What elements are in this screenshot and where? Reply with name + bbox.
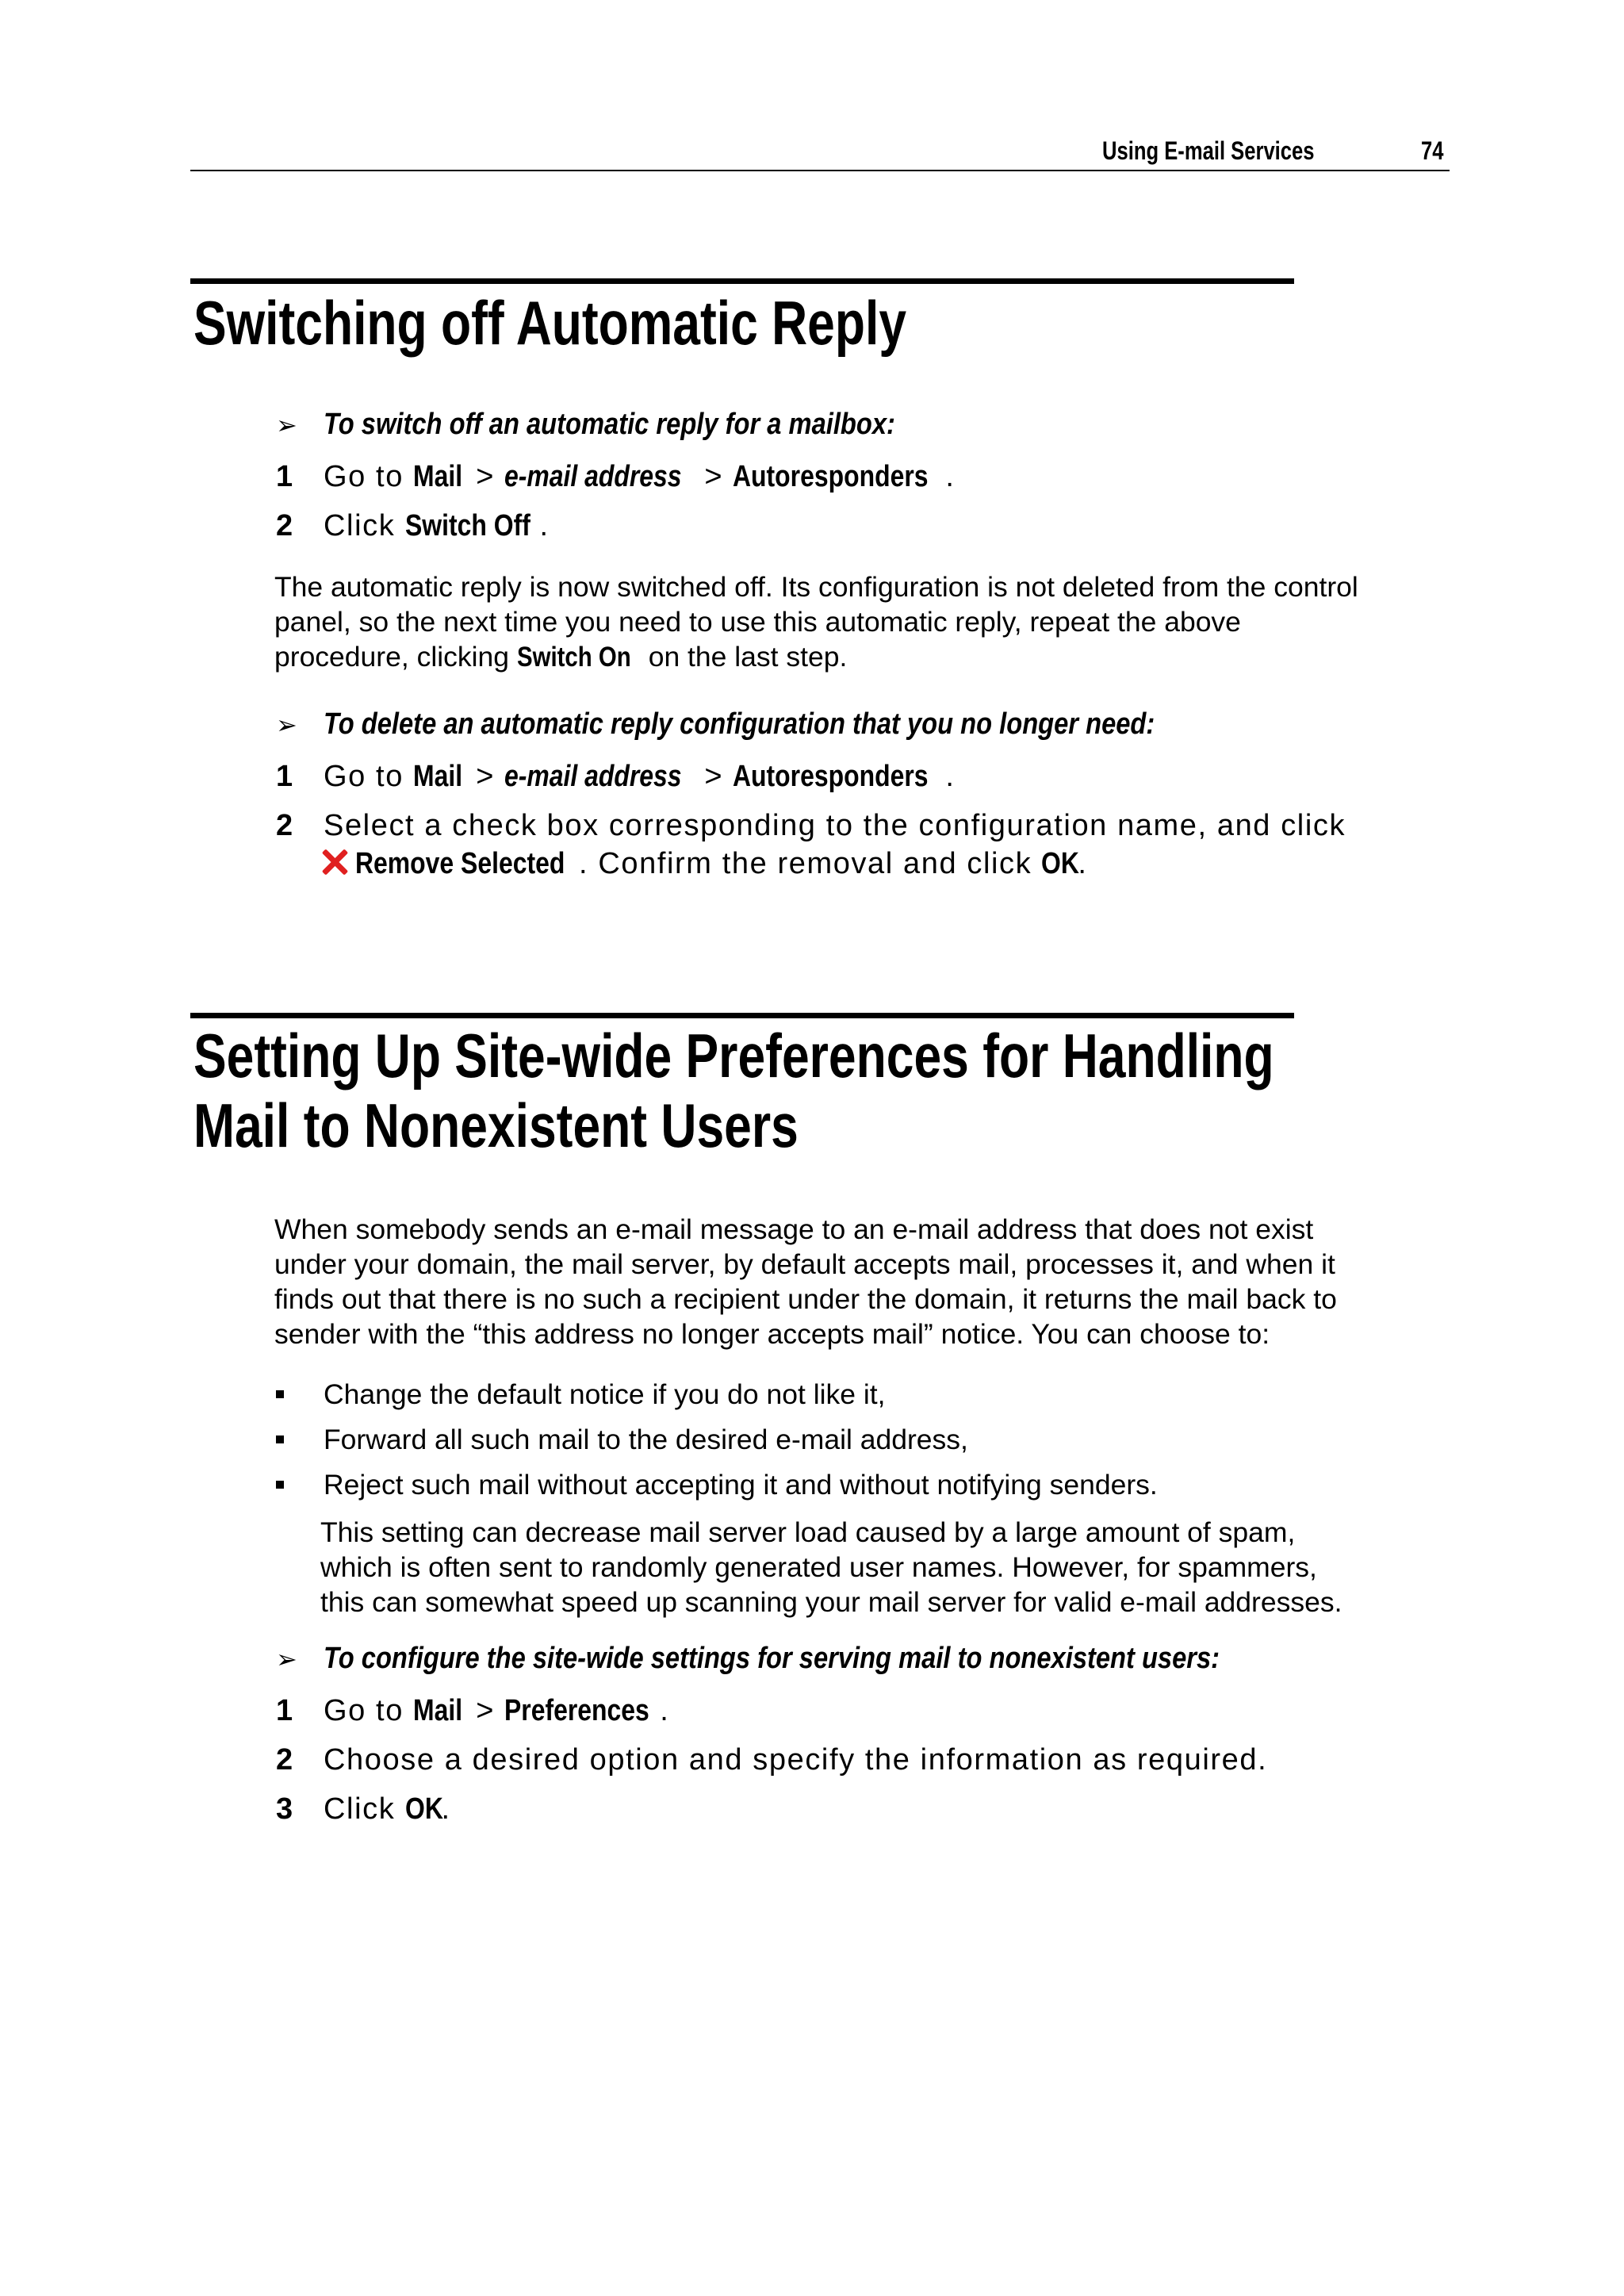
step-text-part: > [466, 1694, 505, 1727]
step-text-part: . [945, 460, 956, 493]
square-bullet-icon [276, 1481, 284, 1489]
ui-label-mail: Mail [413, 460, 463, 493]
step-text [324, 509, 550, 543]
list-item-text: Reject such mail without accepting it and without notifying senders. [324, 1469, 1158, 1501]
section-rule [190, 1013, 1294, 1018]
step-number: 1 [276, 460, 293, 493]
paragraph-spam-note [320, 1515, 1342, 1619]
step-text-part: Go to [324, 460, 414, 493]
step-text-part: . [441, 1792, 451, 1826]
step-text-part: > [466, 460, 505, 493]
section-heading-site-wide-preferences: Setting Up Site-wide Preferences for Handling [193, 1021, 1274, 1091]
paragraph-line: finds out that there is no such a recipient under the domain, it returns the mail back to [274, 1283, 1337, 1315]
procedure-heading-text: To delete an automatic reply configuration that you no longer need: [324, 707, 1155, 741]
paragraph-text: on the last step. [640, 641, 848, 673]
arrow-bullet-icon: ➢ [276, 710, 297, 740]
paragraph-line: When somebody sends an e-mail message to an e-mail address that does not exist [274, 1213, 1314, 1245]
list-item-text: Change the default notice if you do not like it, [324, 1378, 886, 1410]
step-text-part: . [539, 509, 550, 542]
step-number: 1 [276, 1694, 293, 1727]
step-text-part: . [945, 760, 956, 793]
step-text [324, 1792, 451, 1826]
paragraph-line [274, 639, 1358, 675]
arrow-bullet-icon: ➢ [276, 1644, 297, 1674]
procedure-heading [276, 707, 1290, 742]
paragraph-intro [274, 1212, 1337, 1351]
procedure-heading [276, 1642, 1365, 1676]
ui-label-switch-off: Switch Off [404, 509, 530, 542]
ui-label-autoresponders: Autoresponders [733, 460, 929, 493]
step-text: Select a check box corresponding to the configuration name, and click [324, 809, 1346, 842]
procedure-heading-text: To switch off an automatic reply for a mailbox: [324, 408, 895, 441]
step-text-part: Click [324, 1792, 405, 1826]
ui-label-mail: Mail [413, 760, 463, 793]
list-item-text: Forward all such mail to the desired e-mail address, [324, 1424, 968, 1455]
step-number: 2 [276, 809, 293, 842]
step-number: 3 [276, 1792, 293, 1826]
section-rule [190, 278, 1294, 284]
section-heading-site-wide-preferences-line2: Mail to Nonexistent Users [193, 1091, 799, 1160]
paragraph-line: sender with the “this address no longer accepts mail” notice. You can choose to: [274, 1318, 1270, 1350]
square-bullet-icon [276, 1435, 284, 1443]
paragraph-text: procedure, clicking [274, 641, 517, 673]
header-rule [190, 170, 1450, 171]
paragraph-line: The automatic reply is now switched off. Its configuration is not deleted from the control [274, 571, 1358, 603]
remove-x-icon [320, 848, 349, 876]
page-number: 74 [1421, 136, 1444, 165]
ui-label-autoresponders: Autoresponders [733, 760, 929, 793]
step-text-part: > [466, 760, 505, 793]
step-text-part: . Confirm the removal and click [579, 847, 1042, 880]
step-text [320, 847, 1088, 881]
paragraph-switched-off [274, 569, 1358, 675]
step-number: 2 [276, 509, 293, 542]
procedure-heading [276, 408, 988, 442]
step-text-part: Click [324, 509, 405, 542]
step-text-part: . [660, 1694, 670, 1727]
square-bullet-icon [276, 1390, 284, 1398]
step-number: 2 [276, 1743, 293, 1777]
ui-label-switch-on: Switch On [516, 642, 631, 673]
ui-label-preferences: Preferences [504, 1694, 649, 1727]
running-header-title: Using E-mail Services [1102, 136, 1315, 165]
step-number: 1 [276, 760, 293, 793]
ui-label-ok: OK [1041, 847, 1080, 880]
step-text [324, 460, 956, 494]
section-heading-switching-off: Switching off Automatic Reply [193, 288, 907, 358]
ui-label-email-address: e-mail address [504, 760, 682, 793]
paragraph-line: this can somewhat speed up scanning your mail server for valid e-mail addresses. [320, 1586, 1342, 1618]
step-text: Choose a desired option and specify the information as required. [324, 1743, 1268, 1777]
ui-label-email-address: e-mail address [504, 460, 682, 493]
step-text [324, 1694, 669, 1728]
arrow-bullet-icon: ➢ [276, 410, 297, 440]
step-text-part: . [1078, 847, 1088, 880]
paragraph-line: This setting can decrease mail server load caused by a large amount of spam, [320, 1516, 1296, 1548]
step-text [324, 760, 956, 794]
step-text-part: Go to [324, 760, 414, 793]
ui-label-mail: Mail [413, 1694, 463, 1727]
paragraph-line: under your domain, the mail server, by default accepts mail, processes it, and when it [274, 1248, 1335, 1280]
ui-label-remove-selected: Remove Selected [355, 847, 565, 880]
step-text-part: Go to [324, 1694, 414, 1727]
ui-label-ok: OK [404, 1792, 443, 1826]
step-text-part: > [695, 460, 733, 493]
procedure-heading-text: To configure the site-wide settings for serving mail to nonexistent users: [324, 1642, 1220, 1675]
paragraph-line: panel, so the next time you need to use this automatic reply, repeat the above [274, 606, 1241, 638]
paragraph-line: which is often sent to randomly generated user names. However, for spammers, [320, 1551, 1317, 1583]
step-text-part: > [695, 760, 733, 793]
